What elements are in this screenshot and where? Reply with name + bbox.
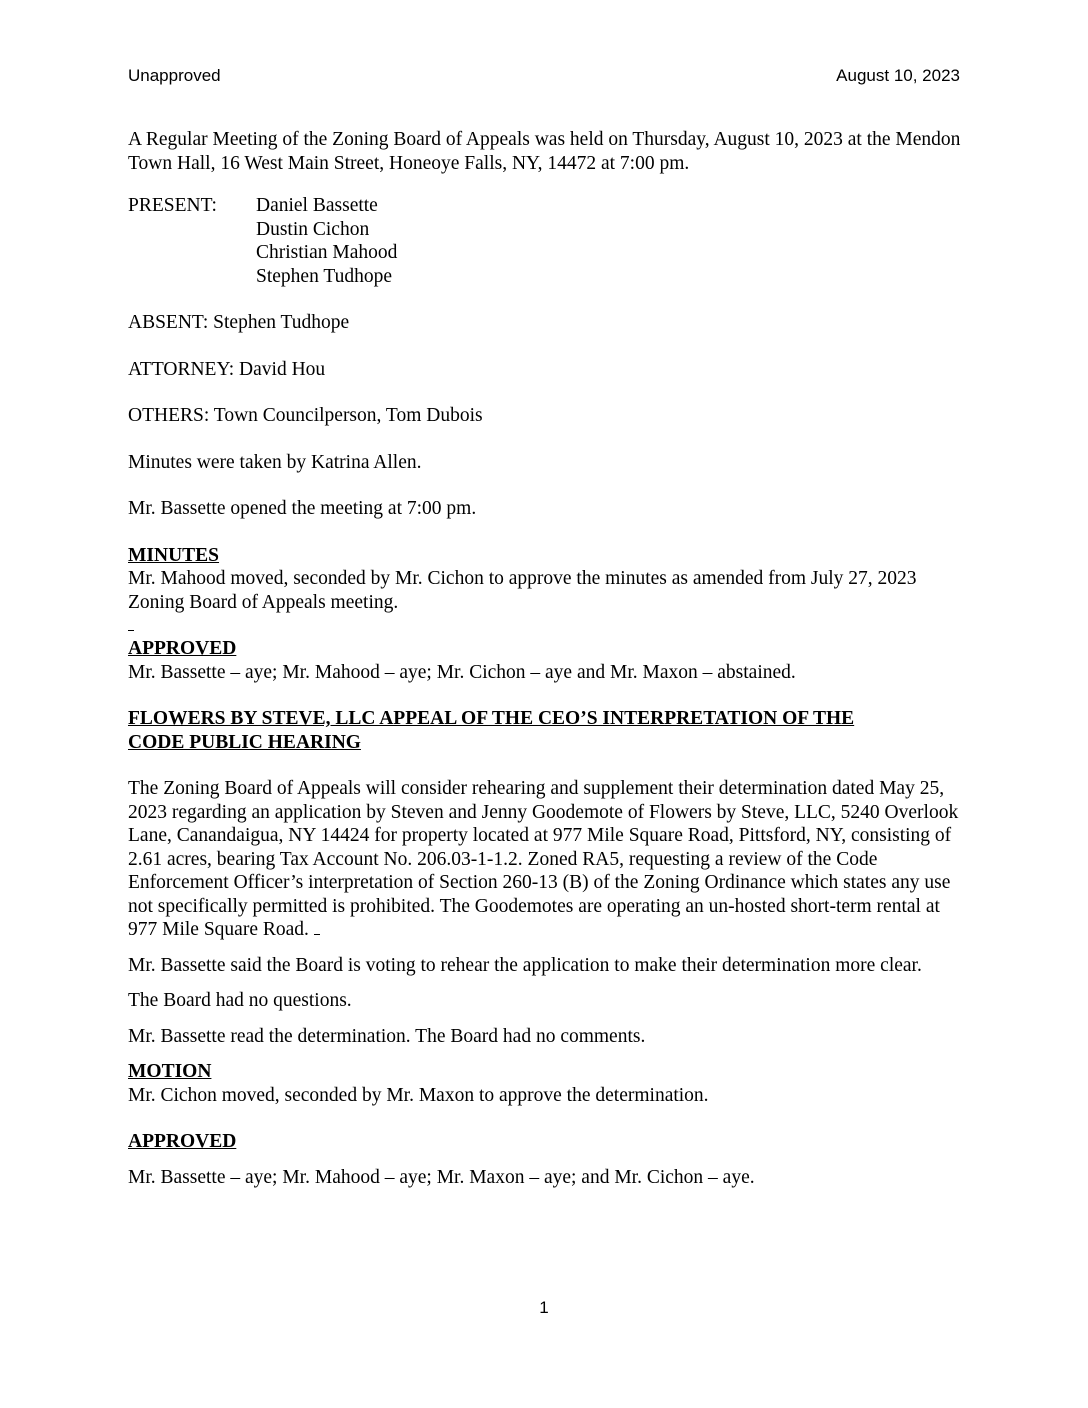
hearing-heading-line1: FLOWERS BY STEVE, LLC APPEAL OF THE CEO’S INTERPRETATION OF THE — [128, 708, 855, 729]
minutes-approved-heading: APPROVED — [128, 638, 237, 659]
document-body — [128, 128, 968, 1189]
absent-line: ABSENT: Stephen Tudhope — [128, 312, 350, 333]
stray-underscore — [314, 922, 320, 935]
hearing-vote: Mr. Bassette – aye; Mr. Mahood – aye; Mr. Maxon – aye; and Mr. Cichon – aye. — [128, 1166, 755, 1188]
header-date: August 10, 2023 — [836, 66, 960, 85]
present-name: Dustin Cichon — [256, 218, 370, 240]
minutes-text: Mr. Mahood moved, seconded by Mr. Cichon to approve the minutes as amended from July 27, 2023 Zoning Board of Appeals meeting. — [128, 568, 917, 613]
present-name: Christian Mahood — [256, 242, 398, 263]
hearing-approved-heading: APPROVED — [128, 1131, 237, 1152]
page-number: 1 — [539, 1298, 549, 1317]
present-block — [128, 194, 968, 288]
minutes-heading: MINUTES — [128, 544, 220, 566]
motion-heading: MOTION — [128, 1061, 212, 1082]
intro-paragraph: A Regular Meeting of the Zoning Board of Appeals was held on Thursday, August 10, 2023 at the Mendon Town Hall, 16 West Main Street, Honeoye Falls, NY, 14472 at 7:00 pm. — [128, 129, 961, 174]
stray-underscore — [128, 618, 134, 631]
present-name: Stephen Tudhope — [256, 265, 392, 287]
read-determination-paragraph: Mr. Bassette read the determination. The Board had no comments. — [128, 1025, 646, 1047]
minutes-taker-line: Minutes were taken by Katrina Allen. — [128, 451, 422, 473]
motion-text: Mr. Cichon moved, seconded by Mr. Maxon to approve the determination. — [128, 1084, 709, 1106]
others-line: OTHERS: Town Councilperson, Tom Dubois — [128, 405, 483, 426]
present-names — [256, 194, 397, 288]
opened-line: Mr. Bassette opened the meeting at 7:00 pm. — [128, 498, 477, 519]
attorney-line: ATTORNEY: David Hou — [128, 358, 326, 380]
spacer — [128, 614, 968, 637]
hearing-description-text: The Zoning Board of Appeals will consider rehearing and supplement their determination dated May 25, 2023 regarding an application by Steven and Jenny Goodemote of Flowers by Steve, LLC, 5240 Overlook Lane, Canandaigua, NY 14424 for property located at 977 Mile Square Road, Pittsford, NY, consisting of 2.61 acres, bearing Tax Account No. 206.03-1-1.2. Zoned RA5, requesting a review of the Code Enforcement Officer’s interpretation of Section 260-13 (B) of the Zoning Ordinance which states any use not specifically permitted is prohibited. The Goodemotes are operating an un-hosted short-term rental at 977 Mile Square Road. — [128, 778, 959, 940]
present-label: PRESENT: — [128, 195, 217, 216]
present-name: Daniel Bassette — [256, 195, 378, 216]
hearing-description — [128, 777, 968, 942]
minutes-vote: Mr. Bassette – aye; Mr. Mahood – aye; Mr. Cichon – aye and Mr. Maxon – abstained. — [128, 661, 796, 683]
no-questions-paragraph: The Board had no questions. — [128, 990, 352, 1011]
rehear-paragraph: Mr. Bassette said the Board is voting to rehear the application to make their determination more clear. — [128, 954, 922, 976]
hearing-heading-line2: CODE PUBLIC HEARING — [128, 731, 361, 753]
header-status: Unapproved — [128, 66, 221, 85]
